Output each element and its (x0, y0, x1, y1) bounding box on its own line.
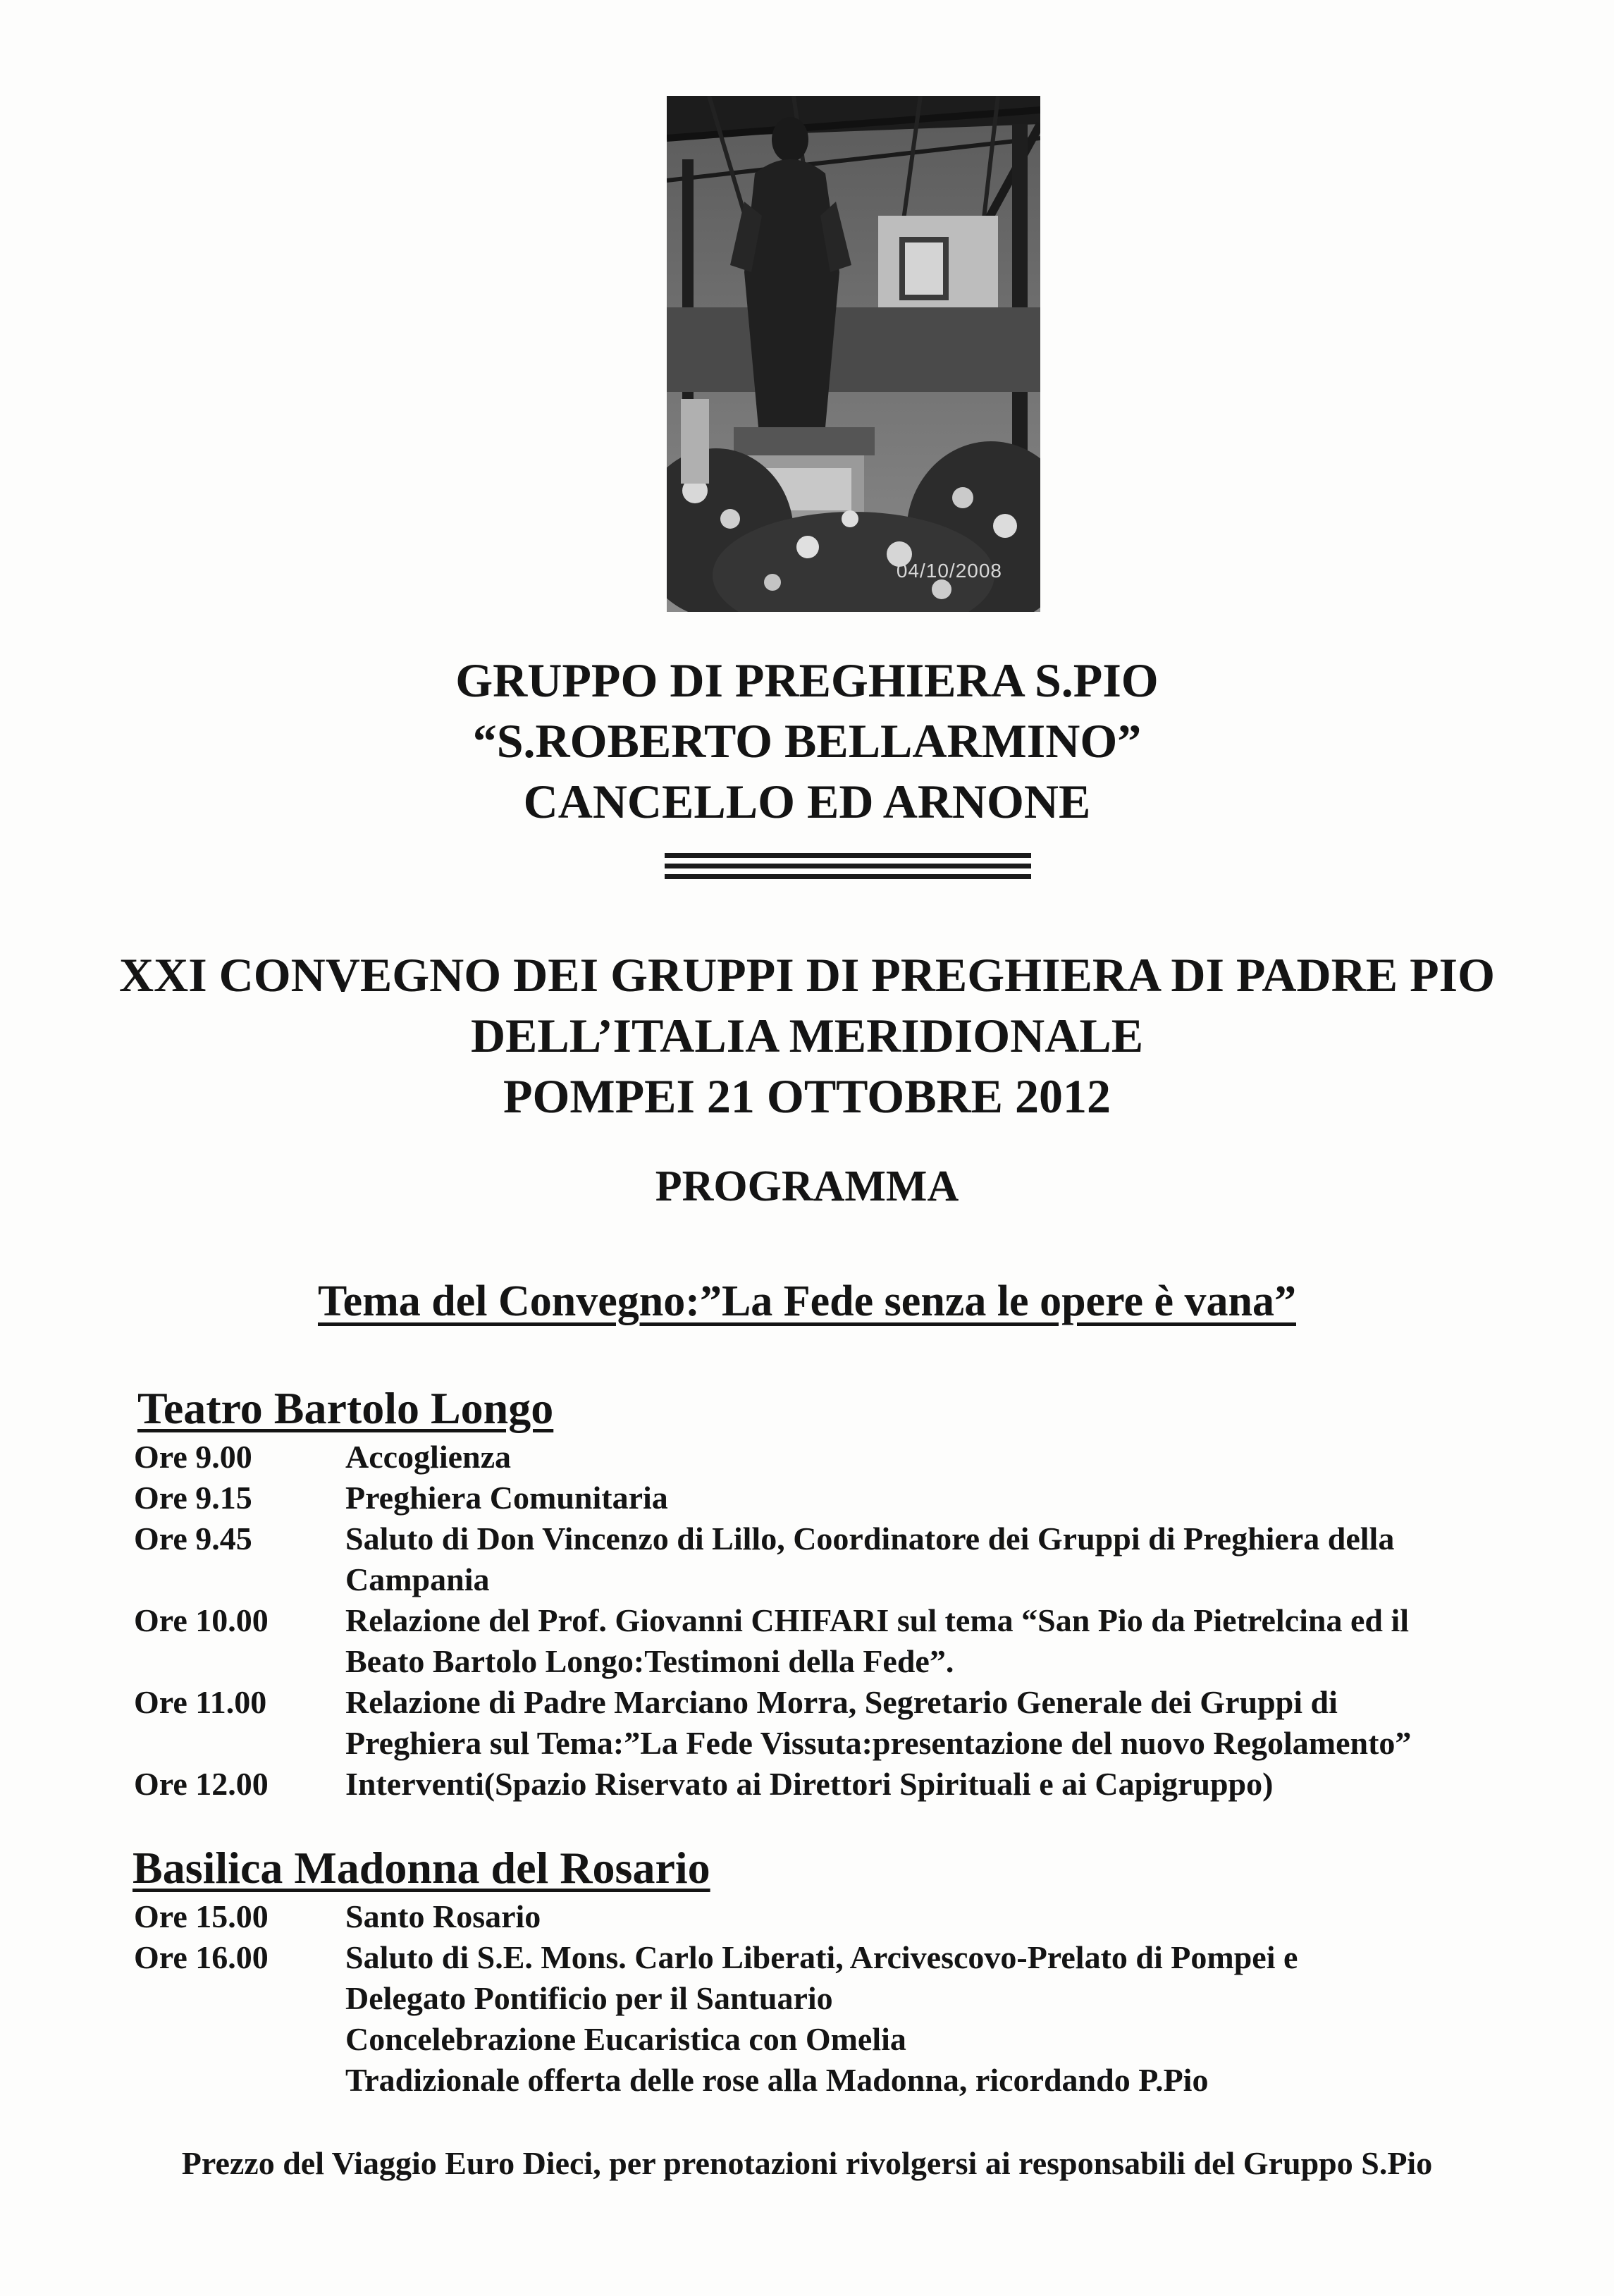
tema-text: Tema del Convegno:”La Fede senza le opere è vana” (317, 1277, 1296, 1325)
statue-photo (667, 96, 1040, 612)
section-title-teatro: Teatro Bartolo Longo (137, 1383, 554, 1433)
schedule-desc: Accoglienza (345, 1439, 512, 1475)
schedule-desc: Relazione del Prof. Giovanni CHIFARI sul tema “San Pio da Pietrelcina ed il Beato Bartolo Longo:Testimoni della Fede”. (345, 1602, 1410, 1679)
schedule-time: Ore 16.00 (134, 1939, 269, 1975)
schedule-teatro (134, 1437, 1544, 1805)
separator-line-top (665, 853, 1031, 858)
schedule-basilica (134, 1896, 1544, 2101)
schedule-desc: Relazione di Padre Marciano Morra, Segretario Generale dei Gruppi di Preghiera sul Tema:”La Fede Vissuta:presentazione del nuovo Regolamento” (345, 1684, 1412, 1761)
schedule-desc: Saluto di Don Vincenzo di Lillo, Coordinatore dei Gruppi di Preghiera della Campania (345, 1521, 1395, 1597)
schedule-time: Ore 11.00 (134, 1684, 267, 1720)
schedule-row (134, 1937, 1544, 2101)
schedule-row (134, 1478, 1544, 1518)
schedule-time: Ore 9.15 (134, 1480, 252, 1516)
footer-price-note: Prezzo del Viaggio Euro Dieci, per prenotazioni rivolgersi ai responsabili del Gruppo S.Pio (181, 2145, 1433, 2181)
schedule-time: Ore 15.00 (134, 1898, 269, 1934)
tema-heading (0, 1273, 1614, 1330)
separator-line-bottom (665, 874, 1031, 879)
statue-photo-drawing (667, 96, 1040, 612)
schedule-desc: Preghiera Comunitaria (345, 1480, 668, 1516)
group-subtitle: “S.ROBERTO BELLARMINO” (472, 714, 1142, 768)
section-title-basilica: Basilica Madonna del Rosario (133, 1843, 710, 1893)
convegno-region: DELL’ITALIA MERIDIONALE (470, 1009, 1144, 1062)
photo-date-stamp: 04/10/2008 (896, 560, 1002, 582)
convegno-date: POMPEI 21 OTTOBRE 2012 (503, 1069, 1111, 1123)
group-title: GRUPPO DI PREGHIERA S.PIO (455, 653, 1159, 707)
schedule-desc: Saluto di S.E. Mons. Carlo Liberati, Arcivescovo-Prelato di Pompei e Delegato Pontificio per il Santuario Concelebrazione Eucaristica con Omelia Tradizionale offerta delle rose alla Madonna, ricordando P.Pio (345, 1939, 1298, 2098)
schedule-row (134, 1437, 1544, 1478)
schedule-time: Ore 9.45 (134, 1521, 252, 1557)
schedule-row (134, 1682, 1544, 1764)
convegno-heading (0, 945, 1614, 1126)
double-line-separator (665, 853, 1031, 880)
convegno-title: XXI CONVEGNO DEI GRUPPI DI PREGHIERA DI PADRE PIO (119, 948, 1495, 1002)
schedule-desc: Interventi(Spazio Riservato ai Direttori Spirituali e ai Capigruppo) (345, 1766, 1274, 1802)
group-heading (0, 650, 1614, 832)
schedule-row (134, 1896, 1544, 1937)
schedule-desc: Santo Rosario (345, 1898, 541, 1934)
schedule-time: Ore 12.00 (134, 1766, 269, 1802)
schedule-row (134, 1600, 1544, 1682)
programma-label: PROGRAMMA (655, 1162, 959, 1210)
schedule-time: Ore 9.00 (134, 1439, 252, 1475)
schedule-row (134, 1518, 1544, 1600)
group-location: CANCELLO ED ARNONE (523, 775, 1091, 828)
separator-line-middle (665, 864, 1031, 868)
schedule-row (134, 1764, 1544, 1805)
schedule-time: Ore 10.00 (134, 1602, 269, 1638)
